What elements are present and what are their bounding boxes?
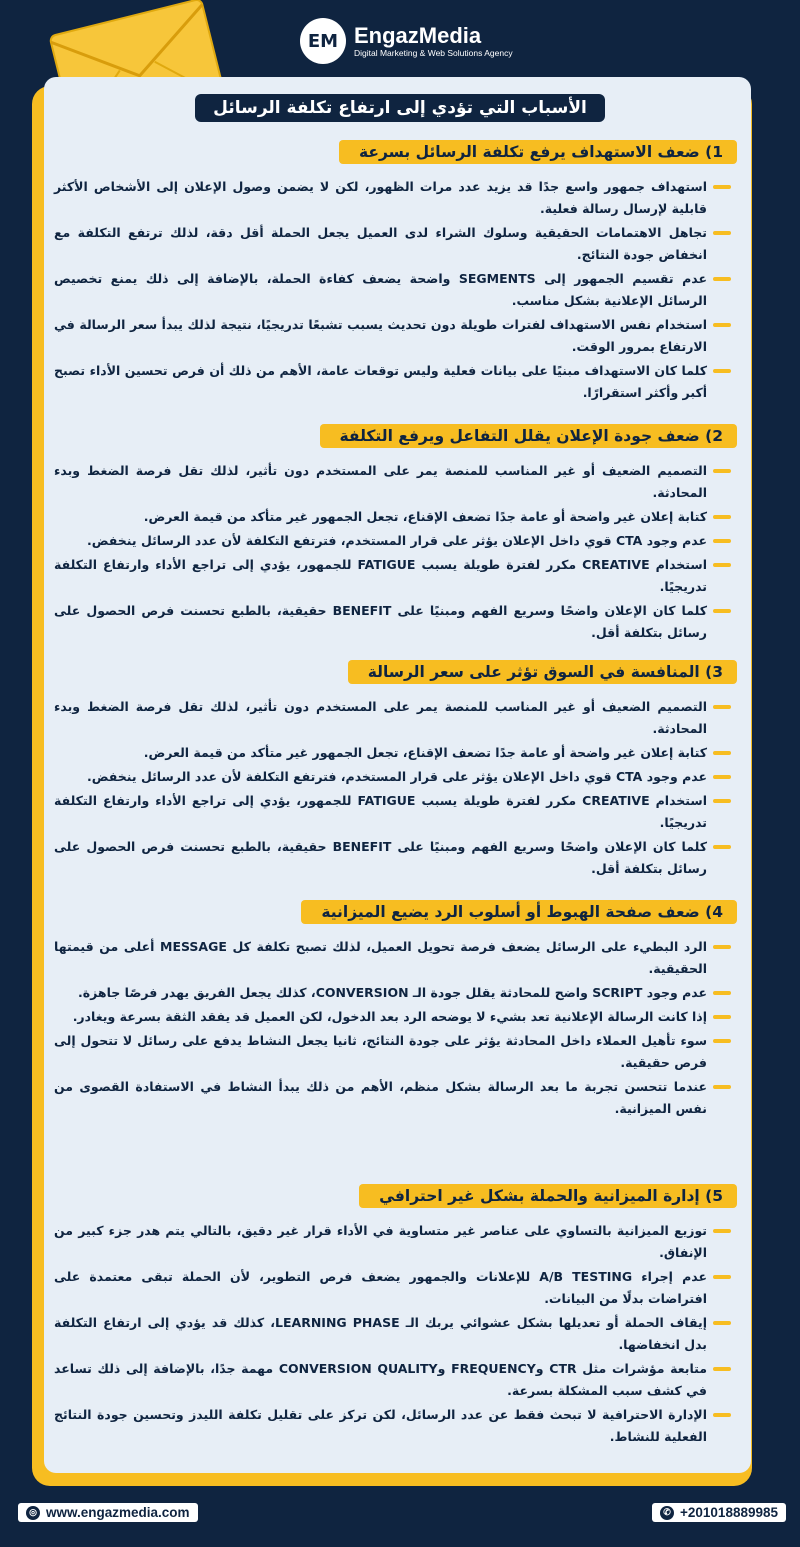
bullet-item: كلما كان الإعلان واضحًا وسريع الفهم ومبنيًا على BENEFIT حقيقية، بالطبع تحسنت فرص الحصول على رسائل بتكلفة أقل. [44, 836, 751, 880]
bullet-item: عدم إجراء A/B TESTING للإعلانات والجمهور يضعف فرص التطوير، لأن الحملة تبقى معتمدة على افتراضات بدلًا من البيانات. [44, 1266, 751, 1310]
section-heading: 4) ضعف صفحة الهبوط أو أسلوب الرد يضيع الميزانية [301, 900, 737, 924]
brand-tagline: Digital Marketing & Web Solutions Agency [354, 47, 513, 58]
bullet-item: عدم وجود CTA قوي داخل الإعلان يؤثر على قرار المستخدم، فترتفع التكلفة لأن عدد الرسائل ينخفض. [44, 766, 751, 788]
bullet-item: استهداف جمهور واسع جدًا قد يزيد عدد مرات الظهور، لكن لا يضمن وصول الإعلان إلى الأشخاص الأكثر قابلية لإرسال رسالة فعلية. [44, 176, 751, 220]
bullet-item: عدم وجود CTA قوي داخل الإعلان يؤثر على قرار المستخدم، فترتفع التكلفة لأن عدد الرسائل ينخفض. [44, 530, 751, 552]
phone-icon: ✆ [660, 1506, 674, 1520]
logo-mark: EM [300, 18, 346, 64]
bullet-item: الإدارة الاحترافية لا تبحث فقط عن عدد الرسائل، لكن تركز على تقليل تكلفة الليدز وتحسين جودة النتائج الفعلية للنشاط. [44, 1404, 751, 1448]
website-link[interactable] [18, 1503, 198, 1522]
bullet-item: توزيع الميزانية بالتساوي على عناصر غير متساوية في الأداء قرار غير دقيق، بالتالي يتم هدر جزء كبير من الإنفاق. [44, 1220, 751, 1264]
section-3 [44, 660, 751, 882]
bullet-item: كتابة إعلان غير واضحة أو عامة جدًا تضعف الإقناع، تجعل الجمهور غير متأكد من قيمة العرض. [44, 742, 751, 764]
bullet-item: التصميم الضعيف أو غير المناسب للمنصة يمر على المستخدم دون تأثير، لذلك تقل فرصة الضغط وبدء المحادثة. [44, 696, 751, 740]
bullet-item: متابعة مؤشرات مثل CTR وFREQUENCY وCONVERSION QUALITY مهمة جدًا، بالإضافة إلى ذلك تساعد في كشف سبب المشكلة بسرعة. [44, 1358, 751, 1402]
bullet-item: عدم تقسيم الجمهور إلى SEGMENTS واضحة يضعف كفاءة الحملة، بالإضافة إلى ذلك يمنع تخصيص الرسائل الإعلانية بشكل مناسب. [44, 268, 751, 312]
bullet-item: استخدام CREATIVE مكرر لفترة طويلة يسبب FATIGUE للجمهور، يؤدي إلى تراجع الأداء وارتفاع التكلفة تدريجيًا. [44, 790, 751, 834]
brand-name: EngazMedia [354, 22, 482, 48]
bullet-item: كلما كان الاستهداف مبنيًا على بيانات فعلية وليس توقعات عامة، الأهم من ذلك أن فرص تحسين الأداء تصبح أكبر وأكثر استقرارًا. [44, 360, 751, 404]
brand-logo [300, 18, 513, 64]
bullet-item: تجاهل الاهتمامات الحقيقية وسلوك الشراء لدى العميل يجعل الحملة أقل دقة، لذلك ترتفع التكلفة مع انخفاض جودة النتائج. [44, 222, 751, 266]
phone-link[interactable] [652, 1503, 786, 1522]
website-text: www.engazmedia.com [46, 1505, 190, 1520]
bullet-item: إذا كانت الرسالة الإعلانية تعد بشيء لا يوضحه الرد بعد الدخول، لكن العميل قد يفقد الثقة بسرعة ويغادر. [44, 1006, 751, 1028]
bullet-item: استخدام نفس الاستهداف لفترات طويلة دون تحديث يسبب تشبعًا تدريجيًا، نتيجة لذلك يبدأ سعر الرسالة في الارتفاع بمرور الوقت. [44, 314, 751, 358]
section-4 [44, 900, 751, 1122]
bullet-item: سوء تأهيل العملاء داخل المحادثة يؤثر على جودة النتائج، ثانيا يجعل النشاط يدفع على رسائل لا تتحول إلى فرص حقيقية. [44, 1030, 751, 1074]
bullet-item: الرد البطيء على الرسائل يضعف فرصة تحويل العميل، لذلك تصبح تكلفة كل MESSAGE أعلى من قيمتها الحقيقية. [44, 936, 751, 980]
bullet-item: عندما تتحسن تجربة ما بعد الرسالة بشكل منظم، الأهم من ذلك يبدأ النشاط في الاستفادة القصوى من نفس الميزانية. [44, 1076, 751, 1120]
section-heading: 3) المنافسة في السوق تؤثر على سعر الرسالة [348, 660, 737, 684]
bullet-item: التصميم الضعيف أو غير المناسب للمنصة يمر على المستخدم دون تأثير، لذلك تقل فرصة الضغط وبدء المحادثة. [44, 460, 751, 504]
section-heading: 1) ضعف الاستهداف يرفع تكلفة الرسائل بسرعة [339, 140, 737, 164]
section-1 [44, 140, 751, 406]
phone-text: +201018889985 [680, 1505, 778, 1520]
section-heading: 5) إدارة الميزانية والحملة بشكل غير احترافي [359, 1184, 737, 1208]
globe-icon: ◎ [26, 1506, 40, 1520]
bullet-item: إيقاف الحملة أو تعديلها بشكل عشوائي يربك الـ LEARNING PHASE، كذلك قد يؤدي إلى ارتفاع التكلفة بدل انخفاضها. [44, 1312, 751, 1356]
section-5 [44, 1184, 751, 1450]
page-title: الأسباب التي تؤدي إلى ارتفاع تكلفة الرسائل [195, 94, 605, 122]
bullet-item: استخدام CREATIVE مكرر لفترة طويلة يسبب FATIGUE للجمهور، يؤدي إلى تراجع الأداء وارتفاع التكلفة تدريجيًا. [44, 554, 751, 598]
section-heading: 2) ضعف جودة الإعلان يقلل التفاعل ويرفع التكلفة [320, 424, 737, 448]
bullet-item: كتابة إعلان غير واضحة أو عامة جدًا تضعف الإقناع، تجعل الجمهور غير متأكد من قيمة العرض. [44, 506, 751, 528]
bullet-item: كلما كان الإعلان واضحًا وسريع الفهم ومبنيًا على BENEFIT حقيقية، بالطبع تحسنت فرص الحصول على رسائل بتكلفة أقل. [44, 600, 751, 644]
bullet-item: عدم وجود SCRIPT واضح للمحادثة يقلل جودة الـ CONVERSION، كذلك يجعل الفريق يهدر فرصًا جاهزة. [44, 982, 751, 1004]
section-2 [44, 424, 751, 646]
